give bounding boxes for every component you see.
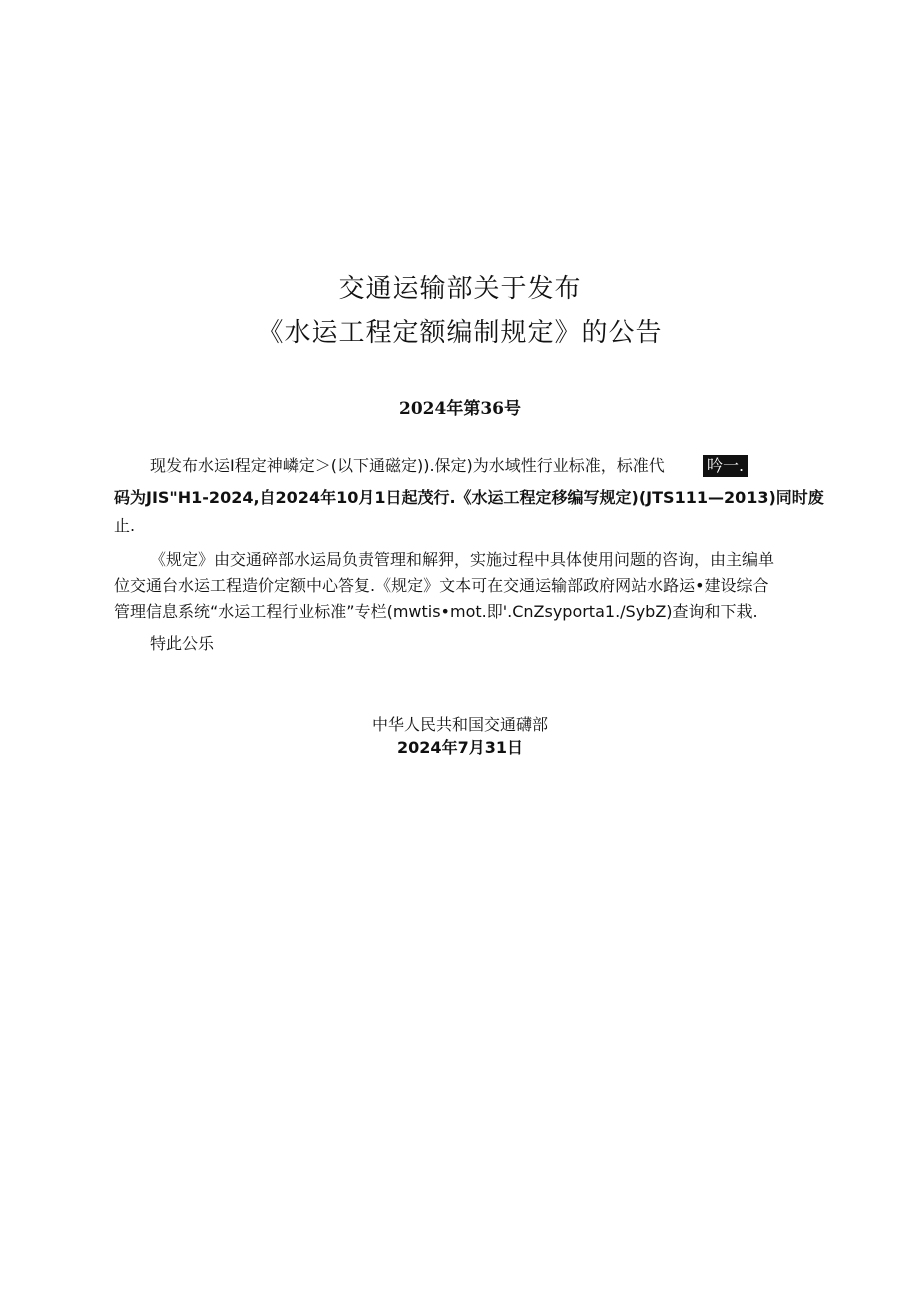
signature-organization: 中华人民共和国交通礴部 xyxy=(371,715,548,734)
signature-date: 2024年7月31日 xyxy=(397,738,523,757)
paragraph-1-line-1 xyxy=(150,454,665,478)
paragraph-1-line-3: 止. xyxy=(114,516,136,535)
paragraph-2-line-1: 《规定》由交通碎部水运局负责管理和解狎，实施过程中具体使用问题的咨询，由主编单 xyxy=(150,550,775,569)
notice-title-line-2: 《水运工程定额编制规定》的公告 xyxy=(257,318,663,348)
paragraph-2-line-2: 位交通台水运工程造价定额中心答复.《规定》文本可在交通运输部政府网站水路运•建设综合 xyxy=(114,576,769,595)
redaction-tag xyxy=(703,454,748,478)
paragraph-1-line-2: 码为JIS"H1-2024,自2024年10月1日起茂行.《水运工程定移编写规定)(JTS111—2013)同时废 xyxy=(114,488,824,507)
document-number: 2024年第36号 xyxy=(399,399,521,419)
redaction-tag-text: 吟一. xyxy=(703,455,748,477)
closing-text: 特此公乐 xyxy=(150,634,215,653)
paragraph-1-line-1-text: 现发布水运I程定神嶙定＞(以下通磁定)).保定)为水域性行业标准，标准代 xyxy=(150,456,665,475)
notice-title-line-1: 交通运输部关于发布 xyxy=(338,274,582,304)
paragraph-2-line-3: 管理信息系统“水运工程行业标准”专栏(mwtis•mot.即'.CnZsyporta1./SybZ)查询和下栽. xyxy=(114,602,758,621)
